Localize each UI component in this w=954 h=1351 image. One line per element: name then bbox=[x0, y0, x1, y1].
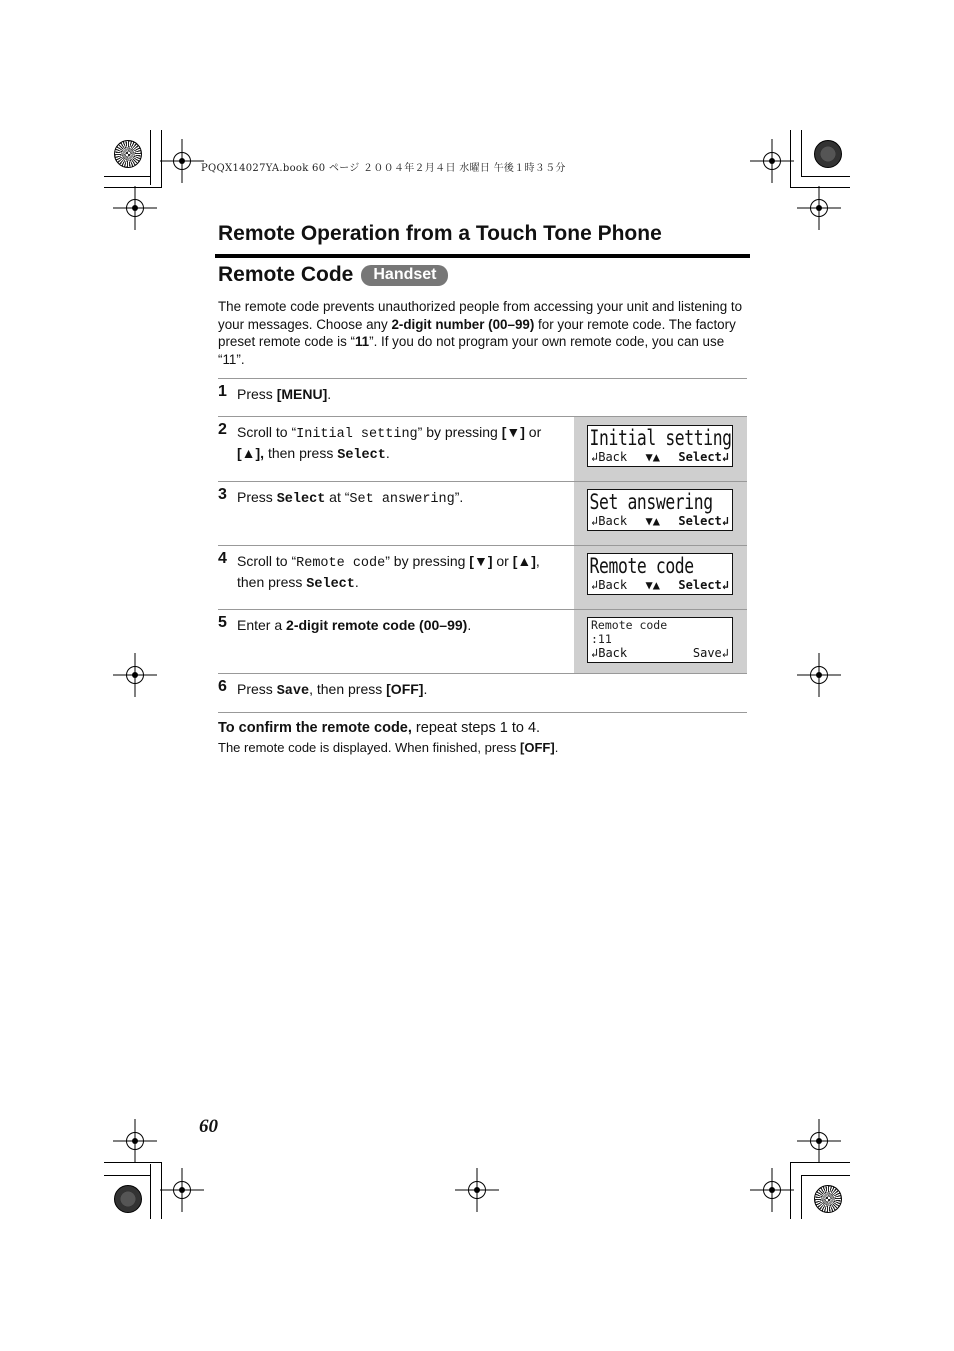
handset-display bbox=[587, 489, 733, 531]
step-row bbox=[218, 416, 747, 481]
scroll-arrows-icon: ▼▲ bbox=[645, 450, 660, 464]
step-row bbox=[218, 545, 747, 609]
step-row bbox=[218, 378, 747, 416]
display-panel bbox=[574, 417, 747, 481]
display-panel bbox=[574, 610, 747, 673]
step-instruction: Press Select at “Set answering”. bbox=[237, 489, 464, 507]
select-softkey: Select↲ bbox=[678, 450, 729, 464]
intro-text: ”. If you do not program your own remote code, you can use “11”. bbox=[218, 334, 725, 367]
registration-starburst-icon bbox=[114, 140, 142, 168]
crosshair-icon bbox=[126, 666, 144, 684]
soft-keys bbox=[588, 578, 732, 594]
scroll-arrows-icon: ▼▲ bbox=[645, 514, 660, 528]
crosshair-icon bbox=[763, 152, 781, 170]
soft-keys bbox=[588, 646, 732, 662]
intro-emphasis: 11 bbox=[354, 334, 370, 349]
step-number: 2 bbox=[218, 421, 227, 438]
handset-badge: Handset bbox=[361, 265, 448, 286]
confirm-instruction: To confirm the remote code, repeat steps 1 to 4. bbox=[218, 720, 541, 736]
steps-table bbox=[218, 378, 747, 712]
crosshair-icon bbox=[468, 1181, 486, 1199]
section-title: Remote Operation from a Touch Tone Phone bbox=[218, 222, 662, 245]
back-softkey: ↲Back bbox=[591, 450, 628, 464]
registration-starburst-icon bbox=[814, 1185, 842, 1213]
back-softkey: ↲Back bbox=[591, 578, 628, 592]
handset-display bbox=[587, 425, 733, 467]
scroll-arrows-icon: ▼▲ bbox=[645, 578, 660, 592]
display-title: Initial setting bbox=[589, 426, 732, 450]
step-instruction: Enter a 2-digit remote code (00–99). bbox=[237, 617, 472, 633]
step-number: 3 bbox=[218, 486, 227, 503]
step-instruction: Scroll to “Initial setting” by pressing [▼] or [▲], then press Select. bbox=[237, 424, 542, 463]
crosshair-icon bbox=[763, 1181, 781, 1199]
confirm-note: The remote code is displayed. When finished, press [OFF]. bbox=[218, 740, 559, 755]
page-title bbox=[218, 263, 448, 287]
intro-paragraph bbox=[218, 298, 743, 368]
soft-keys bbox=[588, 514, 732, 530]
save-softkey: Save↲ bbox=[692, 646, 729, 660]
step-row bbox=[218, 481, 747, 545]
file-header: PQQX14027YA.book 60 ページ ２００４年２月４日 水曜日 午後１時３５分 bbox=[201, 163, 566, 174]
handset-display bbox=[587, 617, 733, 663]
display-line: :11 bbox=[591, 632, 612, 646]
crosshair-icon bbox=[126, 199, 144, 217]
registration-starburst-icon bbox=[814, 140, 842, 168]
select-softkey: Select↲ bbox=[678, 514, 729, 528]
handset-display bbox=[587, 553, 733, 595]
display-title: Remote code bbox=[589, 554, 694, 578]
step-row bbox=[218, 609, 747, 673]
page-number: 60 bbox=[199, 1116, 218, 1137]
crosshair-icon bbox=[173, 152, 191, 170]
registration-starburst-icon bbox=[114, 1185, 142, 1213]
back-softkey: ↲Back bbox=[591, 646, 628, 660]
display-panel bbox=[574, 546, 747, 609]
crosshair-icon bbox=[810, 666, 828, 684]
step-instruction: Press [MENU]. bbox=[237, 386, 332, 402]
intro-text: The remote code prevents unauthorized people from accessing your unit and listening to your messages. Choose any bbox=[218, 299, 743, 332]
step-number: 4 bbox=[218, 550, 227, 567]
intro-text: for your remote code. The factory preset remote code is “ bbox=[218, 316, 736, 349]
display-title: Set answering bbox=[589, 490, 713, 514]
step-instruction: Press Save, then press [OFF]. bbox=[237, 681, 428, 699]
back-softkey: ↲Back bbox=[591, 514, 628, 528]
display-line: Remote code bbox=[591, 618, 668, 632]
step-number: 5 bbox=[218, 614, 227, 631]
steps-end-divider bbox=[218, 712, 747, 713]
crosshair-icon bbox=[810, 199, 828, 217]
step-number: 1 bbox=[218, 383, 227, 400]
crosshair-icon bbox=[126, 1132, 144, 1150]
page-title-text: Remote Code bbox=[218, 263, 354, 286]
section-divider bbox=[215, 254, 750, 258]
select-softkey: Select↲ bbox=[678, 578, 729, 592]
crosshair-icon bbox=[810, 1132, 828, 1150]
step-number: 6 bbox=[218, 678, 227, 695]
display-panel bbox=[574, 482, 747, 545]
step-row bbox=[218, 673, 747, 712]
soft-keys bbox=[588, 450, 732, 466]
crosshair-icon bbox=[173, 1181, 191, 1199]
intro-emphasis: 2-digit number (00–99) bbox=[391, 316, 535, 332]
step-instruction: Scroll to “Remote code” by pressing [▼] or [▲], then press Select. bbox=[237, 553, 540, 592]
